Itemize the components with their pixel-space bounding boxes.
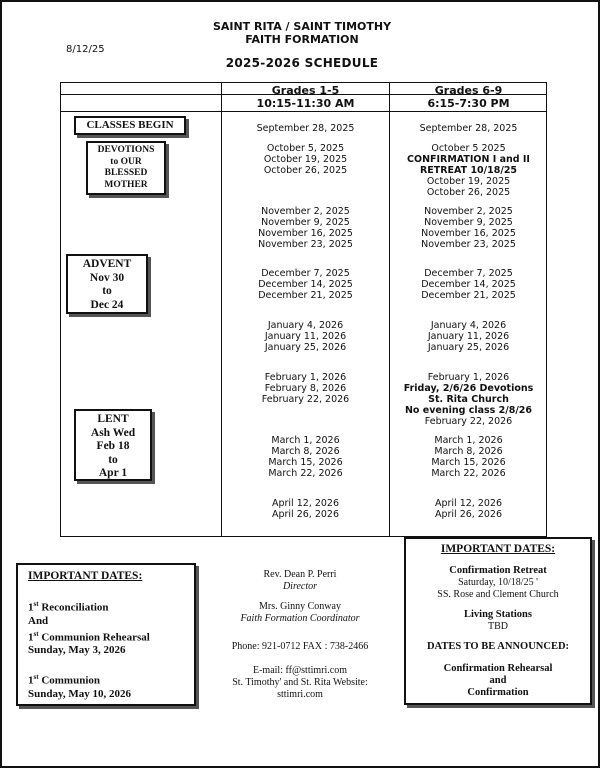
ordinal: 1 <box>28 674 34 687</box>
date-entry: March 1, 2026 <box>271 435 340 446</box>
retreat-date: Saturday, 10/18/25 ' <box>458 577 538 588</box>
rehearsal-line <box>28 628 194 645</box>
col1-feb <box>222 372 389 405</box>
col2-time: 6:15-7:30 PM <box>427 97 510 110</box>
label-line: LENT <box>97 413 129 425</box>
ordinal: 1 <box>28 601 34 614</box>
tba-item: Confirmation <box>467 687 529 698</box>
coordinator-title: Faith Formation Coordinator <box>240 613 360 624</box>
reconciliation-line <box>28 598 194 615</box>
label-line: MOTHER <box>104 179 148 190</box>
ordinal: 1 <box>28 631 34 644</box>
ordinal-suffix: st <box>33 673 39 682</box>
tba-title: DATES TO BE ANNOUNCED: <box>426 641 570 652</box>
date-entry: March 22, 2026 <box>431 468 506 479</box>
col2-sep <box>390 123 547 134</box>
col2-apr <box>390 498 547 520</box>
director-title: Director <box>282 581 318 592</box>
date-entry: October 5, 2025 <box>266 143 345 154</box>
email-link[interactable]: E-mail: ff@sttimri.com <box>252 665 347 676</box>
rehearsal-date: Sunday, May 3, 2026 <box>28 644 126 657</box>
and-text: And <box>28 614 49 627</box>
label-line: Dec 24 <box>90 298 124 311</box>
retreat-title: Confirmation Retreat <box>449 565 547 576</box>
col1-grades: Grades 1-5 <box>271 84 340 97</box>
date-entry: November 23, 2025 <box>421 239 516 250</box>
date-entry: October 26, 2025 <box>426 187 511 198</box>
date-entry: March 15, 2026 <box>268 457 343 468</box>
col1-mar <box>222 435 389 479</box>
col2-jan <box>390 320 547 353</box>
date-entry: November 9, 2025 <box>424 217 513 228</box>
col2-dec <box>390 268 547 301</box>
date-entry: October 5 2025 <box>431 143 506 154</box>
date-entry: April 26, 2026 <box>434 509 503 520</box>
date-entry: December 7, 2025 <box>261 268 350 279</box>
col1-nov <box>222 206 389 250</box>
ordinal-suffix: st <box>33 629 39 638</box>
table-divider <box>60 111 547 112</box>
date-entry: November 2, 2025 <box>261 206 350 217</box>
date-entry: January 25, 2026 <box>264 342 347 353</box>
date-note: Friday, 2/6/26 Devotions <box>403 383 534 394</box>
phone-fax: Phone: 921-0712 FAX : 738-2466 <box>231 641 369 652</box>
rehearsal-text: Communion Rehearsal <box>41 631 150 644</box>
date-note: No evening class 2/8/26 <box>404 405 533 416</box>
label-line: to <box>108 453 118 466</box>
date-entry: January 11, 2026 <box>264 331 347 342</box>
label-line: DEVOTIONS <box>97 145 155 155</box>
website-label: St. Timothy' and St. Rita Website: <box>232 677 368 688</box>
col1-jan <box>222 320 389 353</box>
date-entry: February 22, 2026 <box>424 416 513 427</box>
col1-sep <box>222 123 389 134</box>
date-entry: November 16, 2025 <box>421 228 516 239</box>
classes-begin-label <box>74 116 186 135</box>
col2-feb <box>390 372 547 427</box>
advent-label <box>66 254 148 314</box>
date-note: CONFIRMATION I and II <box>407 154 530 165</box>
col1-apr <box>222 498 389 520</box>
date-entry: December 21, 2025 <box>421 290 516 301</box>
coordinator-name: Mrs. Ginny Conway <box>259 601 341 612</box>
program-name: FAITH FORMATION <box>245 33 359 46</box>
date-entry: March 1, 2026 <box>434 435 503 446</box>
col1-oct <box>222 143 389 176</box>
date-entry: March 22, 2026 <box>268 468 343 479</box>
important-dates-title: IMPORTANT DATES: <box>440 543 556 555</box>
date-entry: January 4, 2026 <box>267 320 344 331</box>
date-entry: September 28, 2025 <box>256 123 355 134</box>
col1-dec <box>222 268 389 301</box>
issue-date: 8/12/25 <box>66 44 105 55</box>
col1-time: 10:15-11:30 AM <box>256 97 355 110</box>
retreat-place: SS. Rose and Clement Church <box>437 589 559 600</box>
contact-info <box>200 569 400 701</box>
date-entry: February 22, 2026 <box>261 394 350 405</box>
col2-oct <box>390 143 547 198</box>
date-entry: April 12, 2026 <box>271 498 340 509</box>
date-entry: December 21, 2025 <box>258 290 353 301</box>
parish-name: SAINT RITA / SAINT TIMOTHY <box>212 20 392 33</box>
label-line: ADVENT <box>82 258 132 270</box>
date-note: RETREAT 10/18/25 <box>419 165 518 176</box>
date-entry: October 19, 2025 <box>426 176 511 187</box>
date-entry: January 4, 2026 <box>430 320 507 331</box>
stations-title: Living Stations <box>464 609 532 620</box>
label-line: Feb 18 <box>96 440 130 452</box>
date-entry: March 8, 2026 <box>434 446 503 457</box>
date-entry: November 9, 2025 <box>261 217 350 228</box>
label-line: BLESSED <box>104 168 148 178</box>
date-entry: December 14, 2025 <box>421 279 516 290</box>
date-entry: March 15, 2026 <box>431 457 506 468</box>
date-note: St. Rita Church <box>428 394 509 405</box>
date-entry: April 26, 2026 <box>271 509 340 520</box>
important-dates-left <box>16 563 196 706</box>
date-entry: October 26, 2025 <box>263 165 348 176</box>
date-entry: March 8, 2026 <box>271 446 340 457</box>
stations-date: TBD <box>488 621 508 632</box>
label-line: to OUR <box>110 156 142 167</box>
important-dates-right <box>404 537 592 705</box>
date-entry: December 14, 2025 <box>258 279 353 290</box>
devotions-label <box>86 141 166 195</box>
classes-begin-text: CLASSES BEGIN <box>86 119 174 131</box>
date-entry: October 19, 2025 <box>263 154 348 165</box>
date-entry: November 16, 2025 <box>258 228 353 239</box>
col2-mar <box>390 435 547 479</box>
communion-text: Communion <box>41 674 100 687</box>
page-title: 2025-2026 SCHEDULE <box>225 56 379 70</box>
date-entry: February 1, 2026 <box>427 372 510 383</box>
date-entry: November 2, 2025 <box>424 206 513 217</box>
date-entry: September 28, 2025 <box>419 123 518 134</box>
date-entry: January 25, 2026 <box>427 342 510 353</box>
date-entry: November 23, 2025 <box>258 239 353 250</box>
tba-item: and <box>489 675 507 686</box>
label-line: Apr 1 <box>98 467 128 479</box>
col2-grades: Grades 6-9 <box>434 84 503 97</box>
communion-line <box>28 671 194 688</box>
date-entry: January 11, 2026 <box>427 331 510 342</box>
lent-label <box>74 409 152 481</box>
date-entry: December 7, 2025 <box>424 268 513 279</box>
date-entry: April 12, 2026 <box>434 498 503 509</box>
label-line: Ash Wed <box>90 426 136 439</box>
label-line: to <box>102 285 112 297</box>
ordinal-suffix: st <box>33 600 39 608</box>
label-line: Nov 30 <box>89 271 125 284</box>
col2-nov <box>390 206 547 250</box>
website-link[interactable]: sttimri.com <box>277 689 323 700</box>
date-entry: February 8, 2026 <box>264 383 347 394</box>
date-entry: February 1, 2026 <box>264 372 347 383</box>
reconciliation-text: Reconciliation <box>41 601 109 614</box>
communion-date: Sunday, May 10, 2026 <box>28 687 131 700</box>
important-dates-title: IMPORTANT DATES: <box>28 570 143 582</box>
director-name: Rev. Dean P. Perri <box>263 569 337 580</box>
tba-item: Confirmation Rehearsal <box>443 663 553 674</box>
